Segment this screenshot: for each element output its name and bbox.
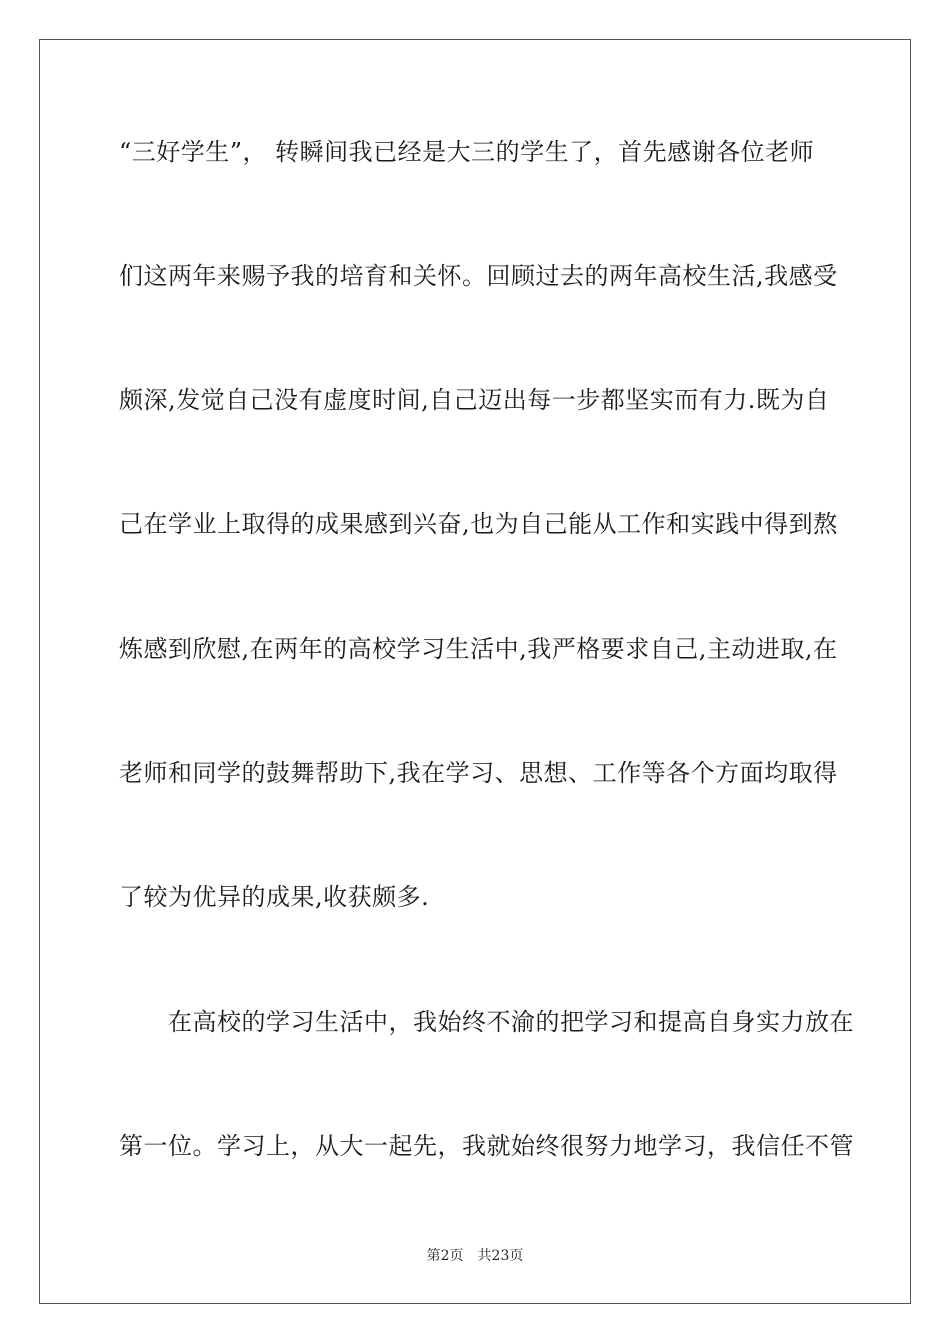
page-border [39, 39, 911, 1304]
text-line: 了较为优异的成果,收获颇多. [119, 883, 430, 911]
text-line: 己在学业上取得的成果感到兴奋,也为自己能从工作和实践中得到熬 [119, 510, 838, 538]
text-line: 颇深,发觉自己没有虚度时间,自己迈出每一步都坚实而有力.既为自 [119, 386, 830, 414]
text-line: 第一位。学习上，从大一起先，我就始终很努力地学习，我信任不管 [119, 1132, 854, 1160]
text-line: 们这两年来赐予我的培育和关怀。回顾过去的两年高校生活,我感受 [119, 262, 838, 290]
page-number-footer: 第2页 共23页 [426, 1248, 524, 1264]
text-line: 在高校的学习生活中，我始终不渝的把学习和提高自身实力放在 [119, 1008, 854, 1036]
text-line: “三好学生”， 转瞬间我已经是大三的学生了，首先感谢各位老师 [119, 138, 815, 166]
text-line: 老师和同学的鼓舞帮助下,我在学习、思想、工作等各个方面均取得 [119, 759, 838, 787]
text-line: 炼感到欣慰,在两年的高校学习生活中,我严格要求自己,主动进取,在 [119, 635, 838, 663]
